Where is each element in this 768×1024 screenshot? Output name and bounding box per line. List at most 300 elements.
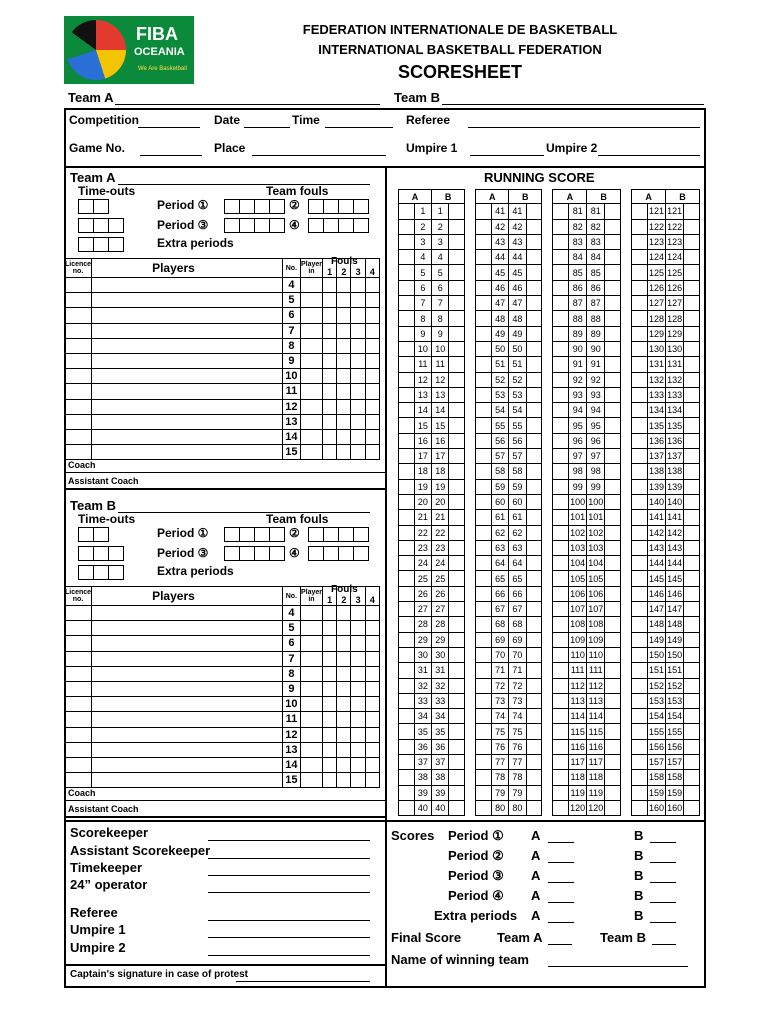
player-cell[interactable] xyxy=(300,742,322,757)
team-foul-box[interactable] xyxy=(239,199,255,214)
player-cell[interactable] xyxy=(65,712,92,727)
player-cell[interactable] xyxy=(365,742,379,757)
player-cell[interactable] xyxy=(300,712,322,727)
score-mark-b[interactable] xyxy=(684,709,700,724)
player-cell[interactable] xyxy=(65,681,92,696)
score-mark-b[interactable] xyxy=(449,785,465,800)
score-mark-a[interactable] xyxy=(553,204,569,219)
player-cell[interactable] xyxy=(65,384,92,399)
score-mark-a[interactable] xyxy=(399,800,415,815)
score-mark-b[interactable] xyxy=(605,433,621,448)
score-mark-b[interactable] xyxy=(526,250,542,265)
score-mark-a[interactable] xyxy=(553,739,569,754)
player-cell[interactable] xyxy=(365,429,379,444)
score-mark-a[interactable] xyxy=(476,311,492,326)
player-cell[interactable] xyxy=(337,742,351,757)
score-mark-b[interactable] xyxy=(449,372,465,387)
score-mark-a[interactable] xyxy=(399,418,415,433)
score-mark-b[interactable] xyxy=(605,632,621,647)
score-mark-a[interactable] xyxy=(553,632,569,647)
referee-field[interactable] xyxy=(468,127,700,128)
player-cell[interactable] xyxy=(92,757,283,772)
player-cell[interactable] xyxy=(337,621,351,636)
score-mark-a[interactable] xyxy=(632,617,648,632)
score-mark-b[interactable] xyxy=(526,219,542,234)
player-cell[interactable] xyxy=(365,323,379,338)
player-cell[interactable] xyxy=(323,742,337,757)
player-cell[interactable] xyxy=(65,414,92,429)
score-mark-b[interactable] xyxy=(605,341,621,356)
score-mark-a[interactable] xyxy=(632,479,648,494)
score-mark-b[interactable] xyxy=(605,586,621,601)
player-cell[interactable] xyxy=(337,384,351,399)
score-mark-a[interactable] xyxy=(399,250,415,265)
score-mark-a[interactable] xyxy=(632,433,648,448)
score-mark-a[interactable] xyxy=(476,387,492,402)
timeout-box[interactable] xyxy=(108,218,124,233)
score-mark-a[interactable] xyxy=(399,724,415,739)
score-mark-a[interactable] xyxy=(632,724,648,739)
score-mark-b[interactable] xyxy=(605,265,621,280)
player-cell[interactable] xyxy=(365,651,379,666)
player-cell[interactable] xyxy=(65,308,92,323)
game-no-field[interactable] xyxy=(140,155,202,156)
player-cell[interactable] xyxy=(300,445,322,460)
player-cell[interactable] xyxy=(92,621,283,636)
score-mark-b[interactable] xyxy=(449,602,465,617)
timeout-box[interactable] xyxy=(78,218,94,233)
score-mark-b[interactable] xyxy=(526,372,542,387)
player-cell[interactable] xyxy=(92,606,283,621)
assistant-coach-field[interactable] xyxy=(64,488,386,490)
score-mark-b[interactable] xyxy=(684,418,700,433)
player-cell[interactable] xyxy=(300,308,322,323)
timeout-box[interactable] xyxy=(78,199,94,214)
score-mark-a[interactable] xyxy=(553,571,569,586)
team-foul-box[interactable] xyxy=(254,218,270,233)
score-mark-b[interactable] xyxy=(605,219,621,234)
timeout-box[interactable] xyxy=(93,565,109,580)
player-cell[interactable] xyxy=(323,666,337,681)
player-cell[interactable] xyxy=(323,712,337,727)
timeout-box[interactable] xyxy=(93,546,109,561)
score-mark-a[interactable] xyxy=(553,341,569,356)
score-mark-b[interactable] xyxy=(684,280,700,295)
player-cell[interactable] xyxy=(337,278,351,293)
score-mark-a[interactable] xyxy=(553,372,569,387)
score-mark-a[interactable] xyxy=(553,724,569,739)
player-cell[interactable] xyxy=(323,727,337,742)
score-mark-b[interactable] xyxy=(449,494,465,509)
score-mark-a[interactable] xyxy=(476,770,492,785)
player-cell[interactable] xyxy=(323,414,337,429)
player-cell[interactable] xyxy=(365,666,379,681)
score-mark-b[interactable] xyxy=(605,296,621,311)
score-mark-a[interactable] xyxy=(632,785,648,800)
score-mark-b[interactable] xyxy=(605,494,621,509)
player-cell[interactable] xyxy=(351,384,365,399)
player-cell[interactable] xyxy=(300,278,322,293)
player-cell[interactable] xyxy=(365,445,379,460)
period-a-field[interactable] xyxy=(548,922,574,923)
team-foul-box[interactable] xyxy=(353,199,369,214)
score-mark-b[interactable] xyxy=(684,770,700,785)
umpire1-field[interactable] xyxy=(470,155,544,156)
score-mark-a[interactable] xyxy=(632,678,648,693)
player-cell[interactable] xyxy=(65,369,92,384)
score-mark-b[interactable] xyxy=(526,709,542,724)
score-mark-a[interactable] xyxy=(399,693,415,708)
time-field[interactable] xyxy=(325,127,393,128)
player-cell[interactable] xyxy=(323,651,337,666)
team-foul-box[interactable] xyxy=(224,527,240,542)
score-mark-b[interactable] xyxy=(526,724,542,739)
score-mark-b[interactable] xyxy=(684,647,700,662)
score-mark-b[interactable] xyxy=(684,449,700,464)
score-mark-b[interactable] xyxy=(684,754,700,769)
player-cell[interactable] xyxy=(351,636,365,651)
team-name-field[interactable] xyxy=(118,512,370,513)
team-foul-box[interactable] xyxy=(323,218,339,233)
score-mark-a[interactable] xyxy=(553,464,569,479)
score-mark-b[interactable] xyxy=(449,357,465,372)
score-mark-a[interactable] xyxy=(399,556,415,571)
team-foul-box[interactable] xyxy=(323,546,339,561)
player-cell[interactable] xyxy=(300,384,322,399)
player-cell[interactable] xyxy=(300,414,322,429)
player-cell[interactable] xyxy=(65,621,92,636)
score-mark-a[interactable] xyxy=(476,403,492,418)
team-foul-box[interactable] xyxy=(353,546,369,561)
score-mark-b[interactable] xyxy=(684,479,700,494)
score-mark-b[interactable] xyxy=(526,556,542,571)
score-mark-b[interactable] xyxy=(449,800,465,815)
player-cell[interactable] xyxy=(92,445,283,460)
score-mark-b[interactable] xyxy=(449,617,465,632)
score-mark-a[interactable] xyxy=(553,678,569,693)
player-cell[interactable] xyxy=(337,338,351,353)
player-cell[interactable] xyxy=(92,742,283,757)
player-cell[interactable] xyxy=(337,308,351,323)
player-cell[interactable] xyxy=(365,414,379,429)
score-mark-b[interactable] xyxy=(449,449,465,464)
score-mark-a[interactable] xyxy=(553,219,569,234)
team-foul-box[interactable] xyxy=(338,218,354,233)
player-cell[interactable] xyxy=(65,606,92,621)
score-mark-b[interactable] xyxy=(605,479,621,494)
score-mark-a[interactable] xyxy=(399,617,415,632)
score-mark-b[interactable] xyxy=(605,785,621,800)
player-cell[interactable] xyxy=(337,727,351,742)
score-mark-a[interactable] xyxy=(476,754,492,769)
umpire2-sign-field[interactable] xyxy=(208,955,370,956)
score-mark-b[interactable] xyxy=(526,632,542,647)
player-cell[interactable] xyxy=(65,399,92,414)
score-mark-a[interactable] xyxy=(476,372,492,387)
score-mark-a[interactable] xyxy=(476,678,492,693)
score-mark-b[interactable] xyxy=(449,311,465,326)
player-cell[interactable] xyxy=(323,278,337,293)
score-mark-a[interactable] xyxy=(476,724,492,739)
score-mark-a[interactable] xyxy=(632,311,648,326)
score-mark-b[interactable] xyxy=(684,250,700,265)
score-mark-b[interactable] xyxy=(684,525,700,540)
team-foul-box[interactable] xyxy=(224,199,240,214)
score-mark-b[interactable] xyxy=(449,296,465,311)
score-mark-a[interactable] xyxy=(632,693,648,708)
score-mark-b[interactable] xyxy=(449,418,465,433)
player-cell[interactable] xyxy=(351,606,365,621)
coach-field[interactable] xyxy=(64,800,386,801)
player-cell[interactable] xyxy=(300,399,322,414)
player-cell[interactable] xyxy=(351,278,365,293)
score-mark-a[interactable] xyxy=(632,280,648,295)
player-cell[interactable] xyxy=(65,338,92,353)
team-name-field[interactable] xyxy=(118,184,370,185)
player-cell[interactable] xyxy=(65,353,92,368)
score-mark-b[interactable] xyxy=(684,387,700,402)
score-mark-b[interactable] xyxy=(526,387,542,402)
score-mark-a[interactable] xyxy=(632,341,648,356)
period-a-field[interactable] xyxy=(548,862,574,863)
score-mark-b[interactable] xyxy=(684,357,700,372)
score-mark-b[interactable] xyxy=(449,204,465,219)
team-foul-box[interactable] xyxy=(338,546,354,561)
score-mark-b[interactable] xyxy=(684,632,700,647)
score-mark-a[interactable] xyxy=(399,586,415,601)
score-mark-a[interactable] xyxy=(476,709,492,724)
score-mark-b[interactable] xyxy=(605,647,621,662)
score-mark-b[interactable] xyxy=(449,265,465,280)
score-mark-b[interactable] xyxy=(449,250,465,265)
score-mark-b[interactable] xyxy=(605,204,621,219)
score-mark-b[interactable] xyxy=(605,754,621,769)
player-cell[interactable] xyxy=(300,697,322,712)
score-mark-a[interactable] xyxy=(399,571,415,586)
score-mark-a[interactable] xyxy=(632,250,648,265)
score-mark-b[interactable] xyxy=(526,433,542,448)
team-foul-box[interactable] xyxy=(323,199,339,214)
player-cell[interactable] xyxy=(365,338,379,353)
score-mark-a[interactable] xyxy=(632,234,648,249)
score-mark-b[interactable] xyxy=(684,510,700,525)
player-cell[interactable] xyxy=(65,636,92,651)
score-mark-b[interactable] xyxy=(605,510,621,525)
score-mark-b[interactable] xyxy=(605,326,621,341)
player-cell[interactable] xyxy=(337,666,351,681)
team-foul-box[interactable] xyxy=(239,218,255,233)
score-mark-b[interactable] xyxy=(526,525,542,540)
score-mark-a[interactable] xyxy=(553,800,569,815)
player-cell[interactable] xyxy=(365,712,379,727)
score-mark-b[interactable] xyxy=(449,571,465,586)
player-cell[interactable] xyxy=(65,323,92,338)
score-mark-a[interactable] xyxy=(476,739,492,754)
score-mark-b[interactable] xyxy=(526,663,542,678)
score-mark-a[interactable] xyxy=(399,403,415,418)
score-mark-b[interactable] xyxy=(684,234,700,249)
score-mark-a[interactable] xyxy=(632,525,648,540)
score-mark-b[interactable] xyxy=(526,770,542,785)
score-mark-b[interactable] xyxy=(684,800,700,815)
score-mark-a[interactable] xyxy=(632,754,648,769)
score-mark-b[interactable] xyxy=(526,494,542,509)
score-mark-b[interactable] xyxy=(684,433,700,448)
score-mark-a[interactable] xyxy=(632,418,648,433)
player-cell[interactable] xyxy=(351,681,365,696)
score-mark-a[interactable] xyxy=(476,571,492,586)
score-mark-a[interactable] xyxy=(553,433,569,448)
score-mark-a[interactable] xyxy=(476,357,492,372)
score-mark-b[interactable] xyxy=(684,372,700,387)
winning-team-field[interactable] xyxy=(548,966,688,967)
player-cell[interactable] xyxy=(323,353,337,368)
player-cell[interactable] xyxy=(351,414,365,429)
score-mark-a[interactable] xyxy=(399,785,415,800)
score-mark-a[interactable] xyxy=(632,632,648,647)
timeout-box[interactable] xyxy=(78,527,94,542)
player-cell[interactable] xyxy=(351,308,365,323)
score-mark-b[interactable] xyxy=(449,540,465,555)
score-mark-b[interactable] xyxy=(526,326,542,341)
score-mark-a[interactable] xyxy=(553,296,569,311)
captain-signature-field[interactable] xyxy=(236,981,370,982)
score-mark-b[interactable] xyxy=(684,586,700,601)
timeout-box[interactable] xyxy=(78,565,94,580)
score-mark-a[interactable] xyxy=(476,540,492,555)
score-mark-a[interactable] xyxy=(632,647,648,662)
score-mark-b[interactable] xyxy=(449,464,465,479)
player-cell[interactable] xyxy=(365,697,379,712)
score-mark-a[interactable] xyxy=(553,586,569,601)
player-cell[interactable] xyxy=(365,369,379,384)
player-cell[interactable] xyxy=(351,369,365,384)
score-mark-a[interactable] xyxy=(553,540,569,555)
player-cell[interactable] xyxy=(365,293,379,308)
player-cell[interactable] xyxy=(300,606,322,621)
team-foul-box[interactable] xyxy=(338,199,354,214)
score-mark-a[interactable] xyxy=(553,663,569,678)
score-mark-a[interactable] xyxy=(553,449,569,464)
score-mark-b[interactable] xyxy=(684,403,700,418)
score-mark-a[interactable] xyxy=(399,464,415,479)
player-cell[interactable] xyxy=(65,697,92,712)
team-foul-box[interactable] xyxy=(338,527,354,542)
player-cell[interactable] xyxy=(365,308,379,323)
score-mark-b[interactable] xyxy=(449,433,465,448)
score-mark-a[interactable] xyxy=(399,770,415,785)
score-mark-a[interactable] xyxy=(632,204,648,219)
score-mark-b[interactable] xyxy=(526,449,542,464)
score-mark-a[interactable] xyxy=(476,479,492,494)
score-mark-b[interactable] xyxy=(449,586,465,601)
score-mark-b[interactable] xyxy=(526,204,542,219)
score-mark-b[interactable] xyxy=(684,265,700,280)
score-mark-b[interactable] xyxy=(449,678,465,693)
player-cell[interactable] xyxy=(337,445,351,460)
score-mark-b[interactable] xyxy=(526,510,542,525)
player-cell[interactable] xyxy=(323,773,337,788)
score-mark-b[interactable] xyxy=(684,296,700,311)
score-mark-b[interactable] xyxy=(605,418,621,433)
player-cell[interactable] xyxy=(323,323,337,338)
player-cell[interactable] xyxy=(337,636,351,651)
score-mark-a[interactable] xyxy=(399,709,415,724)
score-mark-b[interactable] xyxy=(605,709,621,724)
place-field[interactable] xyxy=(252,155,386,156)
team-foul-box[interactable] xyxy=(224,546,240,561)
score-mark-a[interactable] xyxy=(399,632,415,647)
score-mark-a[interactable] xyxy=(553,525,569,540)
score-mark-b[interactable] xyxy=(526,571,542,586)
player-cell[interactable] xyxy=(323,384,337,399)
player-cell[interactable] xyxy=(365,681,379,696)
score-mark-b[interactable] xyxy=(526,785,542,800)
score-mark-b[interactable] xyxy=(684,739,700,754)
score-mark-a[interactable] xyxy=(476,250,492,265)
player-cell[interactable] xyxy=(323,293,337,308)
score-mark-a[interactable] xyxy=(553,494,569,509)
player-cell[interactable] xyxy=(323,369,337,384)
player-cell[interactable] xyxy=(92,353,283,368)
player-cell[interactable] xyxy=(351,338,365,353)
score-mark-a[interactable] xyxy=(553,418,569,433)
team-foul-box[interactable] xyxy=(353,218,369,233)
score-mark-a[interactable] xyxy=(476,341,492,356)
score-mark-b[interactable] xyxy=(449,663,465,678)
score-mark-b[interactable] xyxy=(684,693,700,708)
score-mark-b[interactable] xyxy=(605,311,621,326)
score-mark-a[interactable] xyxy=(399,357,415,372)
score-mark-a[interactable] xyxy=(476,693,492,708)
score-mark-b[interactable] xyxy=(605,387,621,402)
score-mark-b[interactable] xyxy=(449,387,465,402)
score-mark-b[interactable] xyxy=(526,800,542,815)
team-foul-box[interactable] xyxy=(254,199,270,214)
score-mark-a[interactable] xyxy=(476,602,492,617)
player-cell[interactable] xyxy=(365,757,379,772)
player-cell[interactable] xyxy=(351,773,365,788)
player-cell[interactable] xyxy=(365,621,379,636)
player-cell[interactable] xyxy=(365,384,379,399)
player-cell[interactable] xyxy=(92,278,283,293)
score-mark-b[interactable] xyxy=(449,403,465,418)
score-mark-a[interactable] xyxy=(632,357,648,372)
period-b-field[interactable] xyxy=(650,862,676,863)
player-cell[interactable] xyxy=(65,429,92,444)
score-mark-b[interactable] xyxy=(605,693,621,708)
score-mark-b[interactable] xyxy=(526,754,542,769)
timekeeper-field[interactable] xyxy=(208,875,370,876)
score-mark-a[interactable] xyxy=(476,510,492,525)
final-team-b-field[interactable] xyxy=(652,944,676,945)
player-cell[interactable] xyxy=(65,293,92,308)
score-mark-b[interactable] xyxy=(449,510,465,525)
score-mark-a[interactable] xyxy=(476,280,492,295)
score-mark-b[interactable] xyxy=(684,556,700,571)
timeout-box[interactable] xyxy=(78,546,94,561)
score-mark-b[interactable] xyxy=(684,617,700,632)
score-mark-a[interactable] xyxy=(553,311,569,326)
score-mark-b[interactable] xyxy=(684,326,700,341)
score-mark-a[interactable] xyxy=(399,341,415,356)
score-mark-a[interactable] xyxy=(476,800,492,815)
score-mark-b[interactable] xyxy=(449,770,465,785)
score-mark-a[interactable] xyxy=(632,556,648,571)
score-mark-a[interactable] xyxy=(399,479,415,494)
score-mark-b[interactable] xyxy=(526,418,542,433)
team-foul-box[interactable] xyxy=(308,527,324,542)
